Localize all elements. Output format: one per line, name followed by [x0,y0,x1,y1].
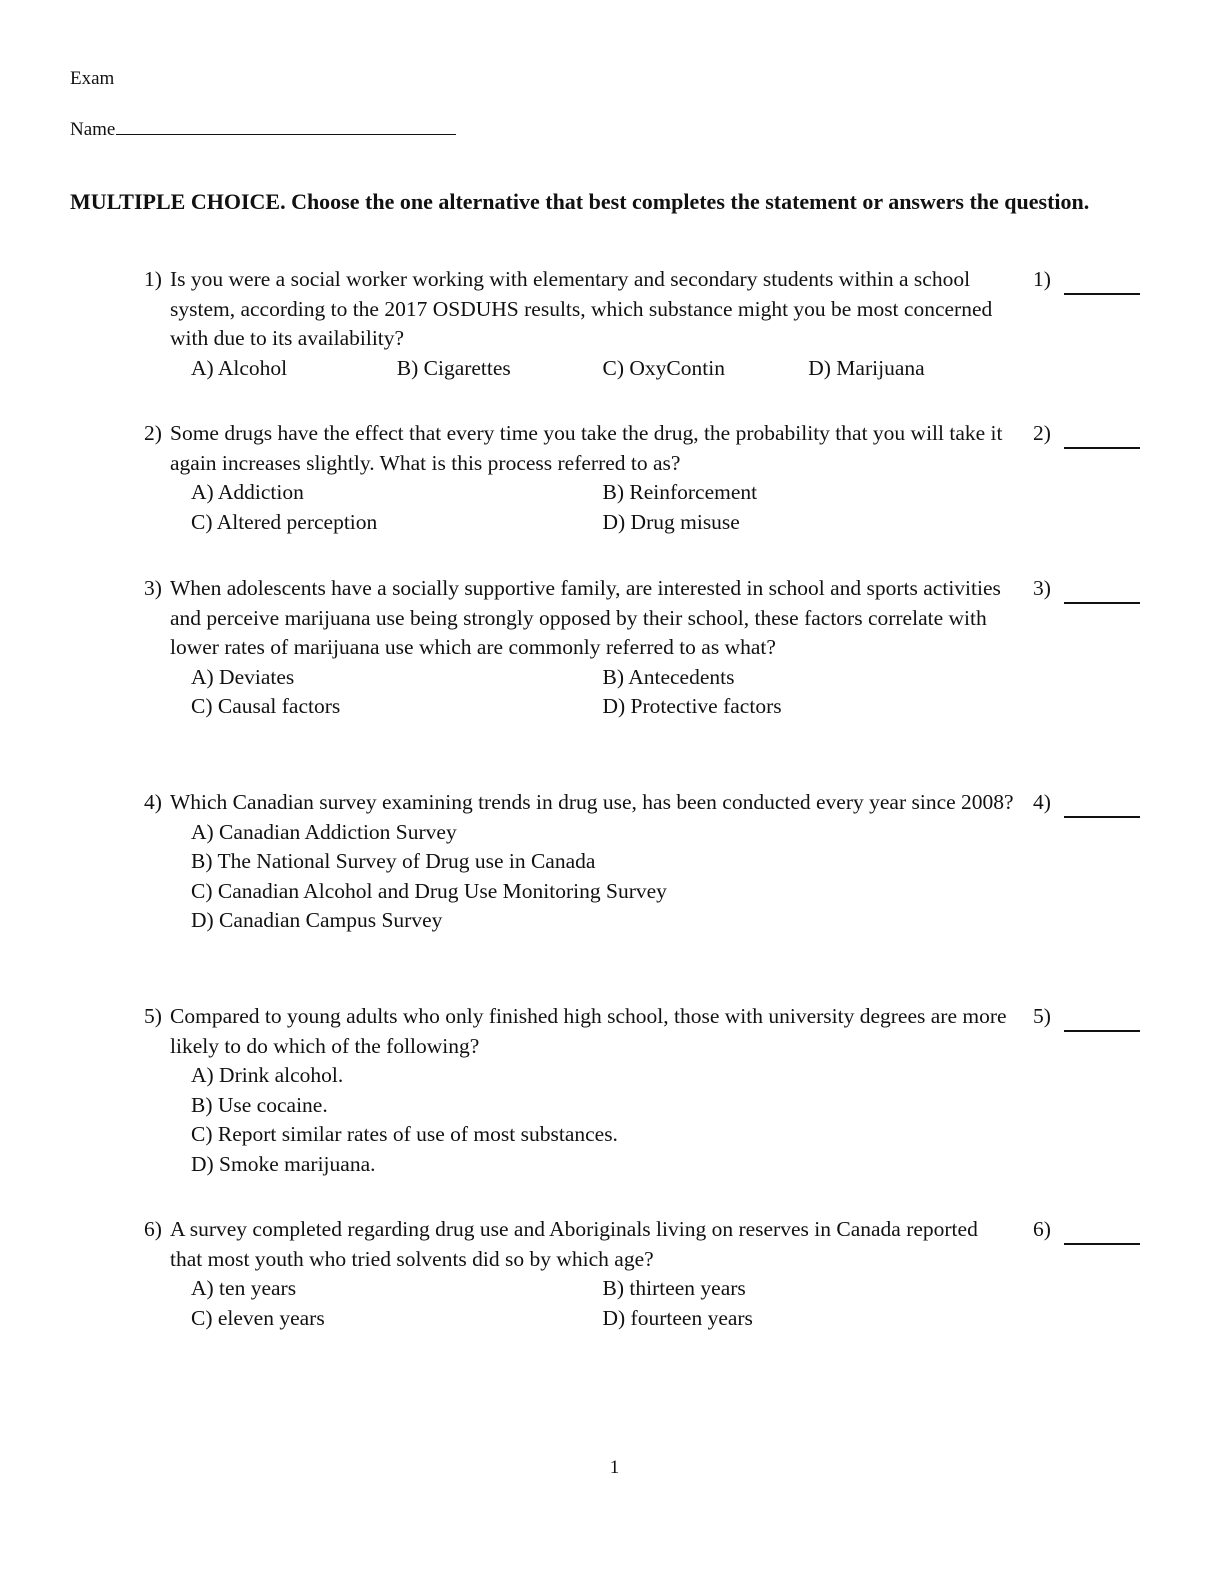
question-text: Some drugs have the effect that every time you take the drug, the probability that you will take it again increases slightly. What is this process referred to as? [170,421,1003,475]
answer-blank[interactable] [1064,269,1140,295]
question-text: Which Canadian survey examining trends in drug use, has been conducted every year since 2008? [170,790,1014,814]
option-c[interactable]: C) eleven years [191,1305,325,1330]
name-blank-line[interactable] [116,117,456,135]
name-label: Name [70,119,116,140]
option-c[interactable]: C) Canadian Alcohol and Drug Use Monitoring Survey [191,878,667,903]
options [144,818,1014,936]
answer-number: 1) [1033,267,1051,291]
question-stem [144,1215,1014,1274]
question-stem [144,788,1014,818]
options-row-2 [144,508,1014,538]
options-row-1 [144,663,1014,693]
option-c[interactable]: C) Report similar rates of use of most substances. [191,1122,618,1147]
option-a[interactable]: A) Drink alcohol. [191,1063,344,1088]
option-b[interactable]: B) Cigarettes [396,355,511,380]
question-text: Is you were a social worker working with elementary and secondary students within a school system, according to the 2017 OSDUHS results, which substance might you be most concerned with due to its availability? [170,267,993,351]
question-number: 4) [144,790,162,814]
answer-number: 3) [1033,576,1051,600]
page-number: 1 [609,1457,620,1478]
answer-blank[interactable] [1064,423,1140,449]
answer-slot-2 [1033,419,1140,449]
question-stem [144,574,1014,663]
question-text: Compared to young adults who only finished high school, those with university degrees are more likely to do which of the following? [170,1004,1007,1058]
question-stem [144,1002,1014,1061]
option-d[interactable]: D) Smoke marijuana. [191,1151,376,1176]
answer-slot-1 [1033,265,1140,295]
answer-blank[interactable] [1064,1006,1140,1032]
answer-slot-6 [1033,1215,1140,1245]
question-stem [144,265,1014,354]
option-a[interactable]: A) Addiction [191,480,304,505]
options-row-2 [144,1304,1014,1334]
option-a[interactable]: A) Deviates [191,664,295,689]
name-row [70,117,456,141]
answer-number: 2) [1033,421,1051,445]
answer-number: 5) [1033,1004,1051,1028]
answer-blank[interactable] [1064,578,1140,604]
options-row-2 [144,692,1014,722]
question-2 [144,419,1014,537]
question-text: A survey completed regarding drug use and Aboriginals living on reserves in Canada reported that most youth who tried solvents did so by which age? [170,1217,978,1271]
options [144,354,1014,384]
options-row-1 [144,478,1014,508]
option-a[interactable]: A) ten years [191,1276,297,1301]
question-6 [144,1215,1014,1333]
question-4 [144,788,1014,936]
option-b[interactable]: B) Antecedents [602,664,735,689]
answer-number: 4) [1033,790,1051,814]
option-c[interactable]: C) Altered perception [191,509,378,534]
question-number: 3) [144,576,162,600]
question-stem [144,419,1014,478]
option-d[interactable]: D) Marijuana [808,355,925,380]
option-d[interactable]: D) Protective factors [602,694,782,719]
section-instructions: MULTIPLE CHOICE. Choose the one alternative that best completes the statement or answers the question. [70,189,1090,214]
option-d[interactable]: D) Canadian Campus Survey [191,908,443,933]
exam-label: Exam [70,68,115,89]
question-5 [144,1002,1014,1180]
question-number: 5) [144,1004,162,1028]
option-d[interactable]: D) Drug misuse [602,509,740,534]
option-b[interactable]: B) thirteen years [602,1276,746,1301]
question-3 [144,574,1014,722]
option-d[interactable]: D) fourteen years [602,1305,753,1330]
question-number: 2) [144,421,162,445]
question-number: 1) [144,267,162,291]
answer-slot-5 [1033,1002,1140,1032]
option-b[interactable]: B) The National Survey of Drug use in Canada [191,849,596,874]
options [144,1061,1014,1179]
question-1 [144,265,1014,383]
answer-slot-3 [1033,574,1140,604]
question-text: When adolescents have a socially supportive family, are interested in school and sports activities and perceive marijuana use being strongly opposed by their school, these factors correlate with lower rates of marijuana use which are commonly referred to as what? [170,576,1001,660]
question-number: 6) [144,1217,162,1241]
answer-slot-4 [1033,788,1140,818]
options-row-1 [144,1274,1014,1304]
option-b[interactable]: B) Use cocaine. [191,1092,328,1117]
answer-number: 6) [1033,1217,1051,1241]
option-a[interactable]: A) Alcohol [191,355,288,380]
option-c[interactable]: C) Causal factors [191,694,341,719]
answer-blank[interactable] [1064,792,1140,818]
option-c[interactable]: C) OxyContin [602,355,725,380]
answer-blank[interactable] [1064,1219,1140,1245]
option-b[interactable]: B) Reinforcement [602,480,758,505]
option-a[interactable]: A) Canadian Addiction Survey [191,819,457,844]
